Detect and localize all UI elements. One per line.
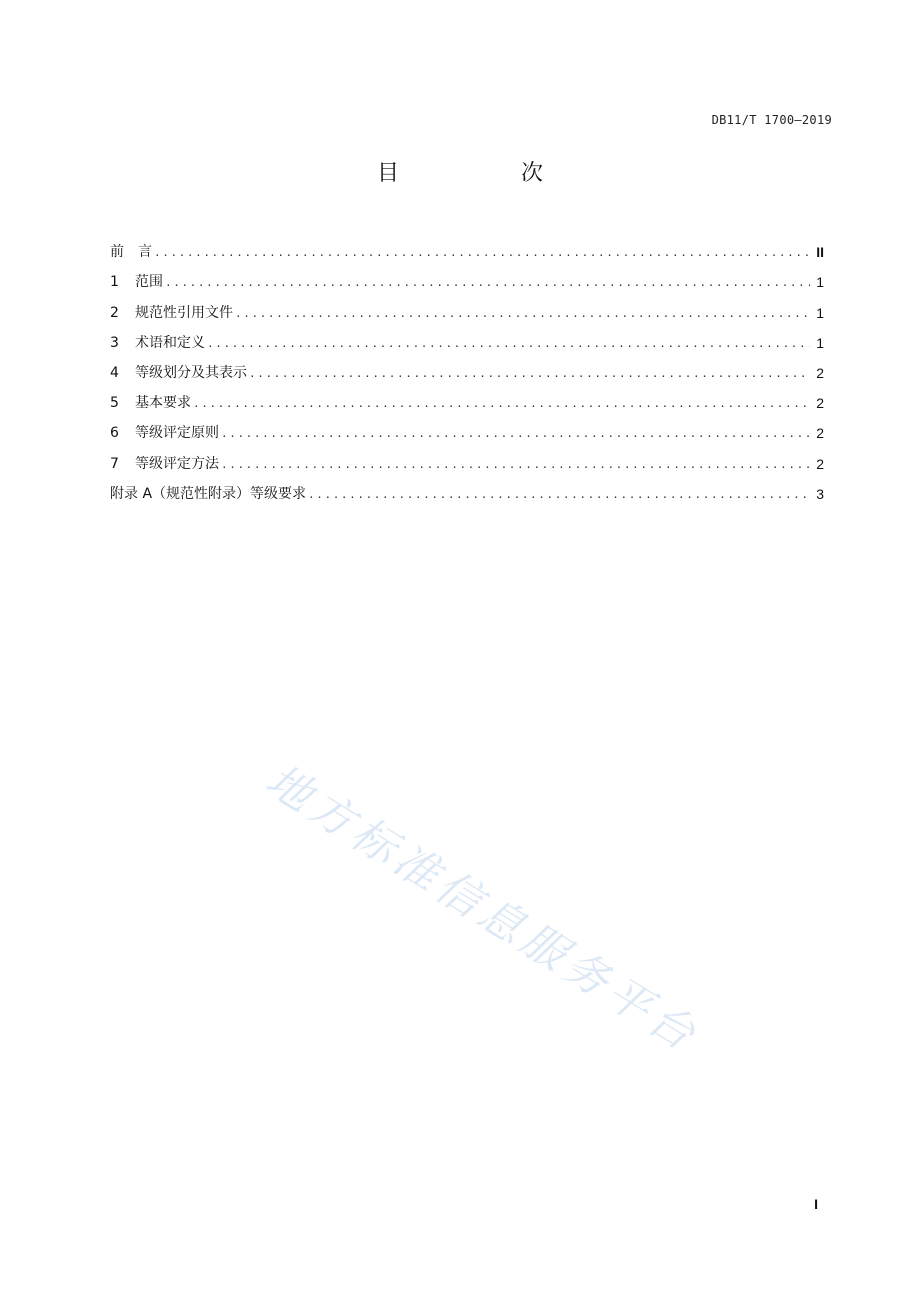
toc-label: 等级评定原则 [135,425,219,442]
toc-entry-appendix-a[interactable] [110,474,824,504]
toc-page-number: 2 [816,455,824,472]
toc-page-number: 3 [816,485,824,502]
toc-page-number: 1 [816,334,824,351]
toc-entry-foreword[interactable] [110,232,824,262]
toc-leader-dots [249,365,810,383]
document-code: DB11/T 1700—2019 [711,113,832,127]
toc-leader-dots [221,425,810,443]
toc-leader-dots [154,244,810,262]
toc-label: 规范性引用文件 [135,304,233,321]
table-of-contents [110,232,824,504]
toc-section-number: 3 [110,334,119,351]
toc-section-number: 7 [110,455,119,472]
toc-leader-dots [308,486,810,504]
toc-section-number: 4 [110,364,119,381]
toc-entry-evaluation-principles[interactable] [110,413,824,443]
toc-page-number: 2 [816,425,824,442]
toc-section-number: 2 [110,304,119,321]
toc-label: 等级划分及其表示 [135,364,247,381]
toc-label: 前 言 [110,244,152,261]
toc-label: 等级评定方法 [135,455,219,472]
toc-entry-terms-definitions[interactable] [110,323,824,353]
toc-entry-basic-requirements[interactable] [110,383,824,413]
toc-page-number: 2 [816,395,824,412]
toc-entry-evaluation-methods[interactable] [110,443,824,473]
toc-leader-dots [165,274,810,292]
toc-label: 附录 A（规范性附录）等级要求 [110,485,307,502]
toc-label: 范围 [135,274,163,291]
toc-entry-scope[interactable] [110,262,824,292]
toc-page-number: 1 [816,274,824,291]
toc-page-number: 1 [816,304,824,321]
toc-leader-dots [235,305,810,323]
toc-section-number: 5 [110,395,119,412]
toc-leader-dots [221,456,810,474]
toc-label: 基本要求 [135,395,191,412]
toc-page-number: II [816,244,824,261]
page-number: I [814,1196,818,1212]
toc-label: 术语和定义 [135,334,205,351]
toc-page-number: 2 [816,364,824,381]
toc-leader-dots [207,335,810,353]
toc-entry-normative-references[interactable] [110,292,824,322]
toc-section-number: 1 [110,274,119,291]
page-title: 目 次 [376,161,593,186]
toc-section-number: 6 [110,425,119,442]
toc-entry-grade-classification[interactable] [110,353,824,383]
watermark: 地方标准信息服务平台 [257,754,709,1063]
toc-leader-dots [193,395,810,413]
